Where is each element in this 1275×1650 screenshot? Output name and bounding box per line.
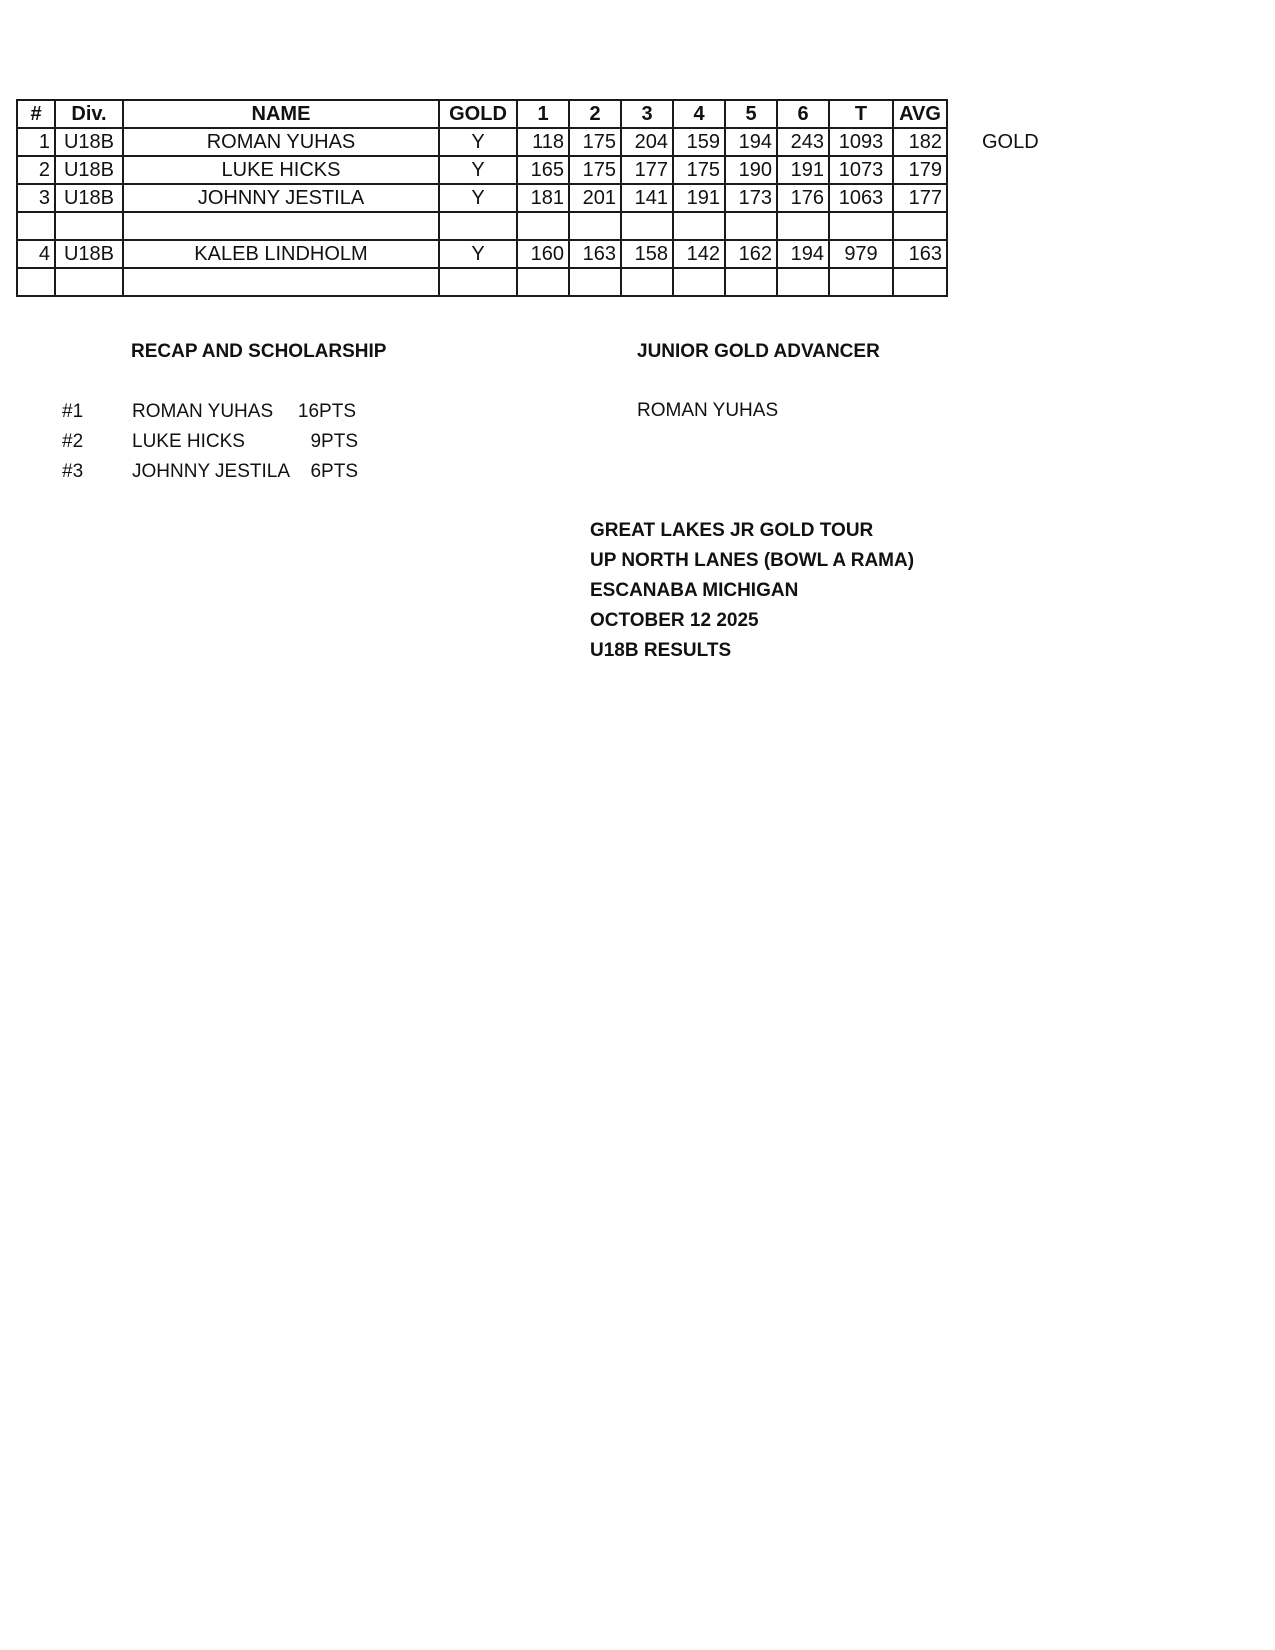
table-row (17, 128, 947, 156)
cell-empty (517, 268, 569, 296)
cell-empty (777, 212, 829, 240)
gold-qualifier-note: GOLD (982, 131, 1039, 153)
results-table (16, 99, 948, 297)
cell-empty (569, 268, 621, 296)
cell-game-3: 177 (621, 156, 673, 184)
cell-empty (725, 268, 777, 296)
cell-empty (55, 212, 123, 240)
header-division: Div. (55, 100, 123, 128)
cell-name: LUKE HICKS (123, 156, 439, 184)
recap-points: 16PTS (297, 401, 356, 422)
header-name: NAME (123, 100, 439, 128)
advancer-name: ROMAN YUHAS (637, 400, 779, 421)
recap-points: 6PTS (310, 461, 358, 482)
cell-game-2: 163 (569, 240, 621, 268)
cell-empty (725, 212, 777, 240)
cell-division: U18B (55, 184, 123, 212)
header-total: T (829, 100, 893, 128)
cell-game-5: 190 (725, 156, 777, 184)
cell-game-1: 118 (517, 128, 569, 156)
cell-total: 1063 (829, 184, 893, 212)
cell-game-2: 175 (569, 128, 621, 156)
table-row-empty (17, 268, 947, 296)
table-row (17, 240, 947, 268)
cell-game-3: 141 (621, 184, 673, 212)
cell-gold: Y (439, 240, 517, 268)
cell-rank: 3 (17, 184, 55, 212)
cell-empty (439, 268, 517, 296)
cell-name: KALEB LINDHOLM (123, 240, 439, 268)
table-header-row (17, 100, 947, 128)
cell-empty (673, 212, 725, 240)
cell-game-1: 165 (517, 156, 569, 184)
cell-game-5: 173 (725, 184, 777, 212)
header-game-3: 3 (621, 100, 673, 128)
event-division-results: U18B RESULTS (590, 640, 732, 661)
event-location: ESCANABA MICHIGAN (590, 580, 799, 601)
cell-game-3: 158 (621, 240, 673, 268)
recap-rank: #1 (62, 401, 84, 422)
cell-game-6: 194 (777, 240, 829, 268)
recap-name: JOHNNY JESTILA (132, 461, 291, 482)
cell-division: U18B (55, 240, 123, 268)
event-venue: UP NORTH LANES (BOWL A RAMA) (590, 550, 915, 571)
cell-total: 979 (829, 240, 893, 268)
header-average: AVG (893, 100, 947, 128)
cell-rank: 4 (17, 240, 55, 268)
cell-gold: Y (439, 184, 517, 212)
cell-game-5: 162 (725, 240, 777, 268)
cell-game-4: 142 (673, 240, 725, 268)
cell-game-6: 191 (777, 156, 829, 184)
cell-game-4: 159 (673, 128, 725, 156)
cell-empty (569, 212, 621, 240)
cell-game-1: 181 (517, 184, 569, 212)
header-game-5: 5 (725, 100, 777, 128)
cell-total: 1073 (829, 156, 893, 184)
cell-empty (55, 268, 123, 296)
cell-name: JOHNNY JESTILA (123, 184, 439, 212)
event-tour: GREAT LAKES JR GOLD TOUR (590, 520, 874, 541)
cell-game-5: 194 (725, 128, 777, 156)
cell-empty (123, 268, 439, 296)
cell-game-3: 204 (621, 128, 673, 156)
table-row (17, 184, 947, 212)
cell-empty (777, 268, 829, 296)
cell-rank: 1 (17, 128, 55, 156)
cell-empty (829, 212, 893, 240)
advancer-heading: JUNIOR GOLD ADVANCER (637, 341, 880, 362)
cell-game-1: 160 (517, 240, 569, 268)
recap-name: LUKE HICKS (132, 431, 245, 452)
cell-game-6: 243 (777, 128, 829, 156)
cell-game-6: 176 (777, 184, 829, 212)
cell-average: 179 (893, 156, 947, 184)
cell-empty (893, 212, 947, 240)
cell-game-4: 191 (673, 184, 725, 212)
cell-total: 1093 (829, 128, 893, 156)
cell-empty (123, 212, 439, 240)
cell-average: 163 (893, 240, 947, 268)
cell-empty (517, 212, 569, 240)
cell-game-4: 175 (673, 156, 725, 184)
cell-empty (829, 268, 893, 296)
header-game-6: 6 (777, 100, 829, 128)
header-game-4: 4 (673, 100, 725, 128)
recap-points: 9PTS (310, 431, 358, 452)
cell-empty (17, 268, 55, 296)
header-gold: GOLD (439, 100, 517, 128)
header-rank: # (17, 100, 55, 128)
cell-name: ROMAN YUHAS (123, 128, 439, 156)
cell-gold: Y (439, 128, 517, 156)
table-row-empty (17, 212, 947, 240)
header-game-2: 2 (569, 100, 621, 128)
cell-empty (439, 212, 517, 240)
cell-division: U18B (55, 156, 123, 184)
cell-empty (893, 268, 947, 296)
recap-rank: #3 (62, 461, 84, 482)
event-date: OCTOBER 12 2025 (590, 610, 759, 631)
cell-empty (673, 268, 725, 296)
cell-empty (17, 212, 55, 240)
cell-empty (621, 212, 673, 240)
cell-division: U18B (55, 128, 123, 156)
cell-empty (621, 268, 673, 296)
recap-heading: RECAP AND SCHOLARSHIP (131, 341, 387, 362)
cell-game-2: 175 (569, 156, 621, 184)
cell-game-2: 201 (569, 184, 621, 212)
cell-gold: Y (439, 156, 517, 184)
cell-average: 177 (893, 184, 947, 212)
cell-average: 182 (893, 128, 947, 156)
table-row (17, 156, 947, 184)
recap-rank: #2 (62, 431, 84, 452)
header-game-1: 1 (517, 100, 569, 128)
recap-name: ROMAN YUHAS (132, 401, 274, 422)
cell-rank: 2 (17, 156, 55, 184)
